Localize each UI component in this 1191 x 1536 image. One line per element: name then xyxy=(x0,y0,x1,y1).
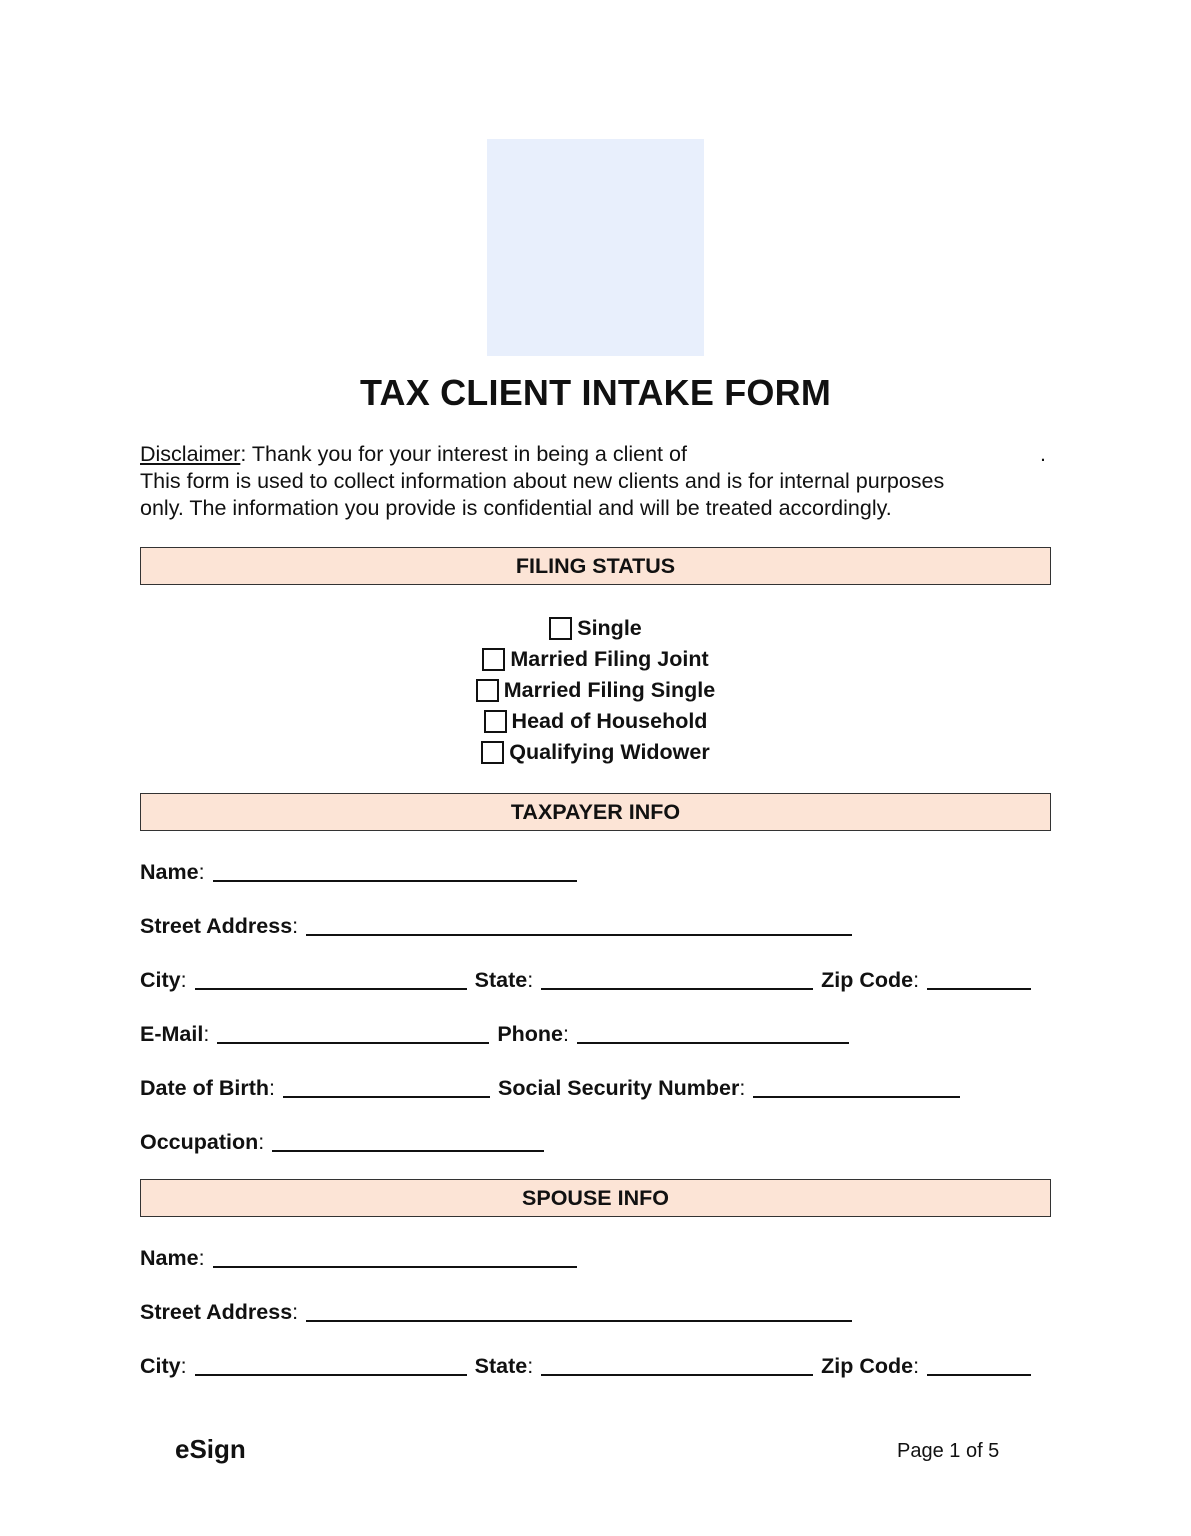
spouse-street-field[interactable] xyxy=(306,1300,852,1322)
spouse-name-field[interactable] xyxy=(213,1246,577,1268)
taxpayer-street-field[interactable] xyxy=(306,914,852,936)
spouse-state-field[interactable] xyxy=(541,1354,813,1376)
field-label: Name xyxy=(140,1246,199,1270)
checkbox-icon[interactable] xyxy=(476,679,499,702)
taxpayer-state-field[interactable] xyxy=(541,968,813,990)
document-title: TAX CLIENT INTAKE FORM xyxy=(359,372,832,413)
option-label: Single xyxy=(577,616,642,640)
option-married-filing-single[interactable] xyxy=(0,675,1191,706)
option-label: Married Filing Single xyxy=(503,678,716,702)
taxpayer-name-row: Name : xyxy=(140,855,577,885)
checkbox-icon[interactable] xyxy=(481,741,504,764)
disclaimer-line2: This form is used to collect information about new clients and is for internal purposes xyxy=(140,469,945,493)
filing-status-options xyxy=(0,613,1191,768)
spouse-city-field[interactable] xyxy=(195,1354,467,1376)
section-spouse-info: SPOUSE INFO xyxy=(140,1179,1051,1217)
field-label: State xyxy=(474,1354,528,1378)
spouse-city-row: City : State : Zip Code : xyxy=(140,1349,1031,1379)
field-label: City xyxy=(140,1354,181,1378)
spouse-street-row: Street Address : xyxy=(140,1295,852,1325)
taxpayer-ssn-field[interactable] xyxy=(753,1076,960,1098)
option-label: Qualifying Widower xyxy=(509,740,710,764)
section-taxpayer-info: TAXPAYER INFO xyxy=(140,793,1051,831)
taxpayer-zip-field[interactable] xyxy=(927,968,1031,990)
field-label: Zip Code xyxy=(821,1354,914,1378)
option-label: Married Filing Joint xyxy=(510,647,709,671)
disclaimer xyxy=(140,441,1050,522)
field-label: Zip Code xyxy=(821,968,914,992)
logo-placeholder xyxy=(487,139,704,356)
taxpayer-city-field[interactable] xyxy=(195,968,467,990)
section-filing-status: FILING STATUS xyxy=(140,547,1051,585)
field-label: State xyxy=(474,968,528,992)
field-label: E-Mail xyxy=(140,1022,204,1046)
field-label: Phone xyxy=(497,1022,564,1046)
field-label: Social Security Number xyxy=(497,1076,740,1100)
checkbox-icon[interactable] xyxy=(482,648,505,671)
option-label: Head of Household xyxy=(511,709,708,733)
option-single[interactable] xyxy=(0,613,1191,644)
brand-logo: eSign xyxy=(175,1434,246,1464)
option-head-of-household[interactable] xyxy=(0,706,1191,737)
field-label: Name xyxy=(140,860,199,884)
field-label: Street Address xyxy=(140,914,293,938)
taxpayer-street-row: Street Address : xyxy=(140,909,852,939)
spouse-name-row: Name : xyxy=(140,1241,577,1271)
spouse-zip-field[interactable] xyxy=(927,1354,1031,1376)
taxpayer-contact-row: E-Mail : Phone : xyxy=(140,1017,849,1047)
taxpayer-occupation-field[interactable] xyxy=(272,1130,544,1152)
taxpayer-id-row: Date of Birth : Social Security Number : xyxy=(140,1071,960,1101)
checkbox-icon[interactable] xyxy=(549,617,572,640)
taxpayer-email-field[interactable] xyxy=(217,1022,489,1044)
disclaimer-line1-end: . xyxy=(1040,442,1046,466)
taxpayer-city-row: City : State : Zip Code : xyxy=(140,963,1031,993)
taxpayer-phone-field[interactable] xyxy=(577,1022,849,1044)
page-number: Page 1 of 5 xyxy=(897,1440,1000,1462)
taxpayer-occupation-row: Occupation : xyxy=(140,1125,544,1155)
option-married-filing-joint[interactable] xyxy=(0,644,1191,675)
disclaimer-label: Disclaimer xyxy=(140,442,241,466)
field-label: City xyxy=(140,968,181,992)
field-label: Date of Birth xyxy=(140,1076,269,1100)
field-label: Street Address xyxy=(140,1300,293,1324)
taxpayer-dob-field[interactable] xyxy=(283,1076,490,1098)
checkbox-icon[interactable] xyxy=(484,710,507,733)
disclaimer-line3: only. The information you provide is confidential and will be treated accordingly. xyxy=(140,496,892,520)
taxpayer-name-field[interactable] xyxy=(213,860,577,882)
disclaimer-line1: : Thank you for your interest in being a client of xyxy=(240,442,687,466)
field-label: Occupation xyxy=(140,1130,259,1154)
option-qualifying-widower[interactable] xyxy=(0,737,1191,768)
